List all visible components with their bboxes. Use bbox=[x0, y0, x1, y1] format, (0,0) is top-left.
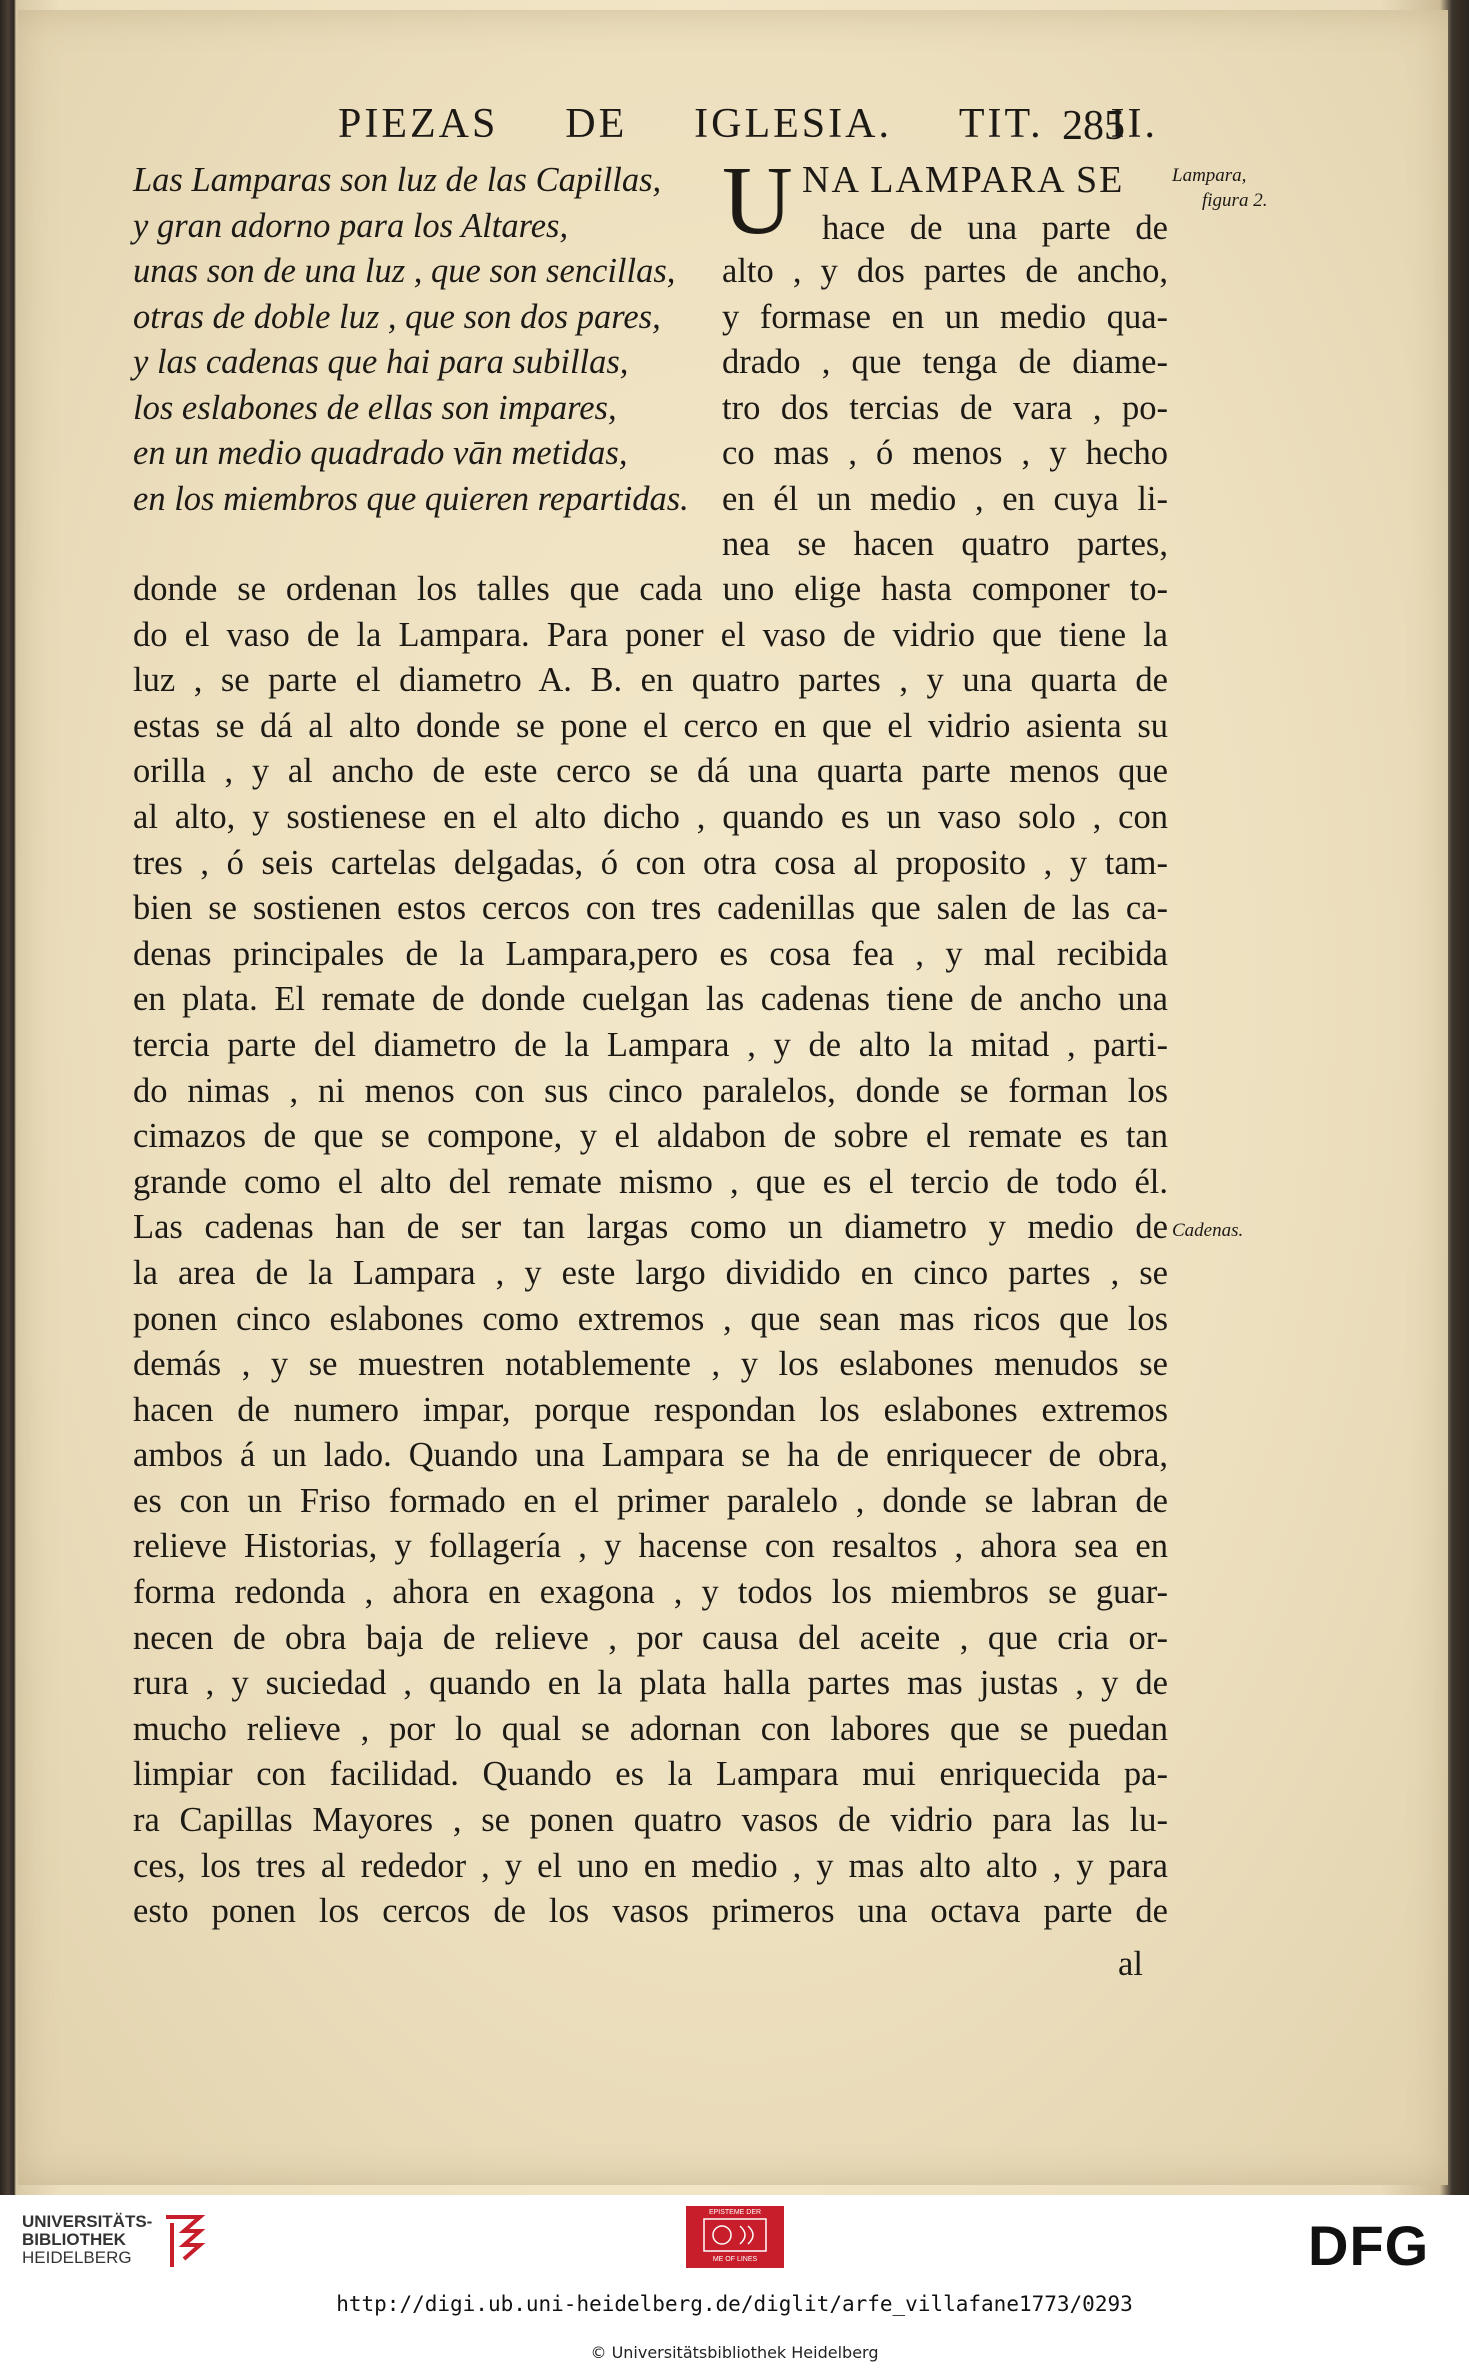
verse-line: los eslabones de ellas son impares, bbox=[133, 388, 617, 427]
body-line: es con un Friso formado en el primer paralelo , donde se labran de bbox=[133, 1481, 1168, 1520]
library-name-line: BIBLIOTHEK bbox=[22, 2230, 126, 2249]
body-line: ponen cinco eslabones como extremos , que sean mas ricos que los bbox=[133, 1299, 1168, 1338]
column-line: nea se hacen quatro partes, bbox=[722, 525, 1168, 563]
body-line: denas principales de la Lampara,pero es cosa fea , y mal recibida bbox=[133, 934, 1168, 973]
project-logo[interactable] bbox=[686, 2206, 784, 2268]
body-text bbox=[133, 567, 1168, 1935]
margin-note-lampara: Lampara, bbox=[1172, 165, 1247, 186]
body-line: ces, los tres al rededor , y el uno en medio , y mas alto alto , y para bbox=[133, 1846, 1168, 1885]
column-line: en él un medio , en cuya li- bbox=[722, 479, 1168, 518]
verse-line: y gran adorno para los Altares, bbox=[133, 206, 569, 245]
body-line: tercia parte del diametro de la Lampara , y de alto la mitad , parti- bbox=[133, 1025, 1168, 1064]
body-line: cimazos de que se compone, y el aldabon de sobre el remate es tan bbox=[133, 1117, 1168, 1156]
column-line: alto , y dos partes de ancho, bbox=[722, 252, 1168, 290]
body-line: hacen de numero impar, porque respondan los eslabones extremos bbox=[133, 1390, 1168, 1429]
margin-note-figura: figura 2. bbox=[1202, 190, 1268, 211]
project-emblem-icon bbox=[700, 2216, 770, 2254]
body-line: do nimas , ni menos con sus cinco paralelos, donde se forman los bbox=[133, 1071, 1168, 1110]
body-line: Las cadenas han de ser tan largas como un diametro y medio de bbox=[133, 1208, 1168, 1247]
body-line: forma redonda , ahora en exagona , y todos los miembros se guar- bbox=[133, 1573, 1168, 1612]
dropcap: U bbox=[722, 147, 793, 255]
body-line: esto ponen los cercos de los vasos primeros una octava parte de bbox=[133, 1892, 1168, 1931]
copyright-notice: © Universitätsbibliothek Heidelberg bbox=[590, 2343, 879, 2362]
library-logo[interactable] bbox=[22, 2213, 206, 2271]
column-line: co mas , ó menos , y hecho bbox=[722, 434, 1168, 472]
column-line: y formase en un medio qua- bbox=[722, 297, 1168, 336]
page-number: 285 bbox=[1062, 103, 1125, 149]
body-line: ra Capillas Mayores , se ponen quatro vasos de vidrio para las lu- bbox=[133, 1801, 1168, 1840]
body-line: tres , ó seis cartelas delgadas, ó con otra cosa al proposito , y tam- bbox=[133, 843, 1168, 882]
verse-block bbox=[133, 158, 718, 522]
verse-line: y las cadenas que hai para subillas, bbox=[133, 343, 629, 381]
library-name-line: HEIDELBERG bbox=[22, 2248, 132, 2267]
verse-line: otras de doble luz , que son dos pares, bbox=[133, 297, 661, 336]
column-line: drado , que tenga de diame- bbox=[722, 343, 1168, 381]
body-line: donde se ordenan los talles que cada uno elige hasta componer to- bbox=[133, 570, 1168, 608]
second-line: hace de una parte de bbox=[822, 209, 1168, 247]
body-line: limpiar con facilidad. Quando es la Lampara mui enriquecida pa- bbox=[133, 1755, 1168, 1794]
body-line: do el vaso de la Lampara. Para poner el vaso de vidrio que tiene la bbox=[133, 615, 1168, 654]
header-word: II. bbox=[1110, 101, 1158, 147]
column-line: tro dos tercias de vara , po- bbox=[722, 388, 1168, 427]
header-word: DE bbox=[565, 101, 628, 147]
header-word: TIT. bbox=[958, 101, 1044, 147]
header-word: IGLESIA. bbox=[694, 101, 892, 147]
right-column bbox=[722, 249, 1168, 568]
verse-line: unas son de una luz , que son sencillas, bbox=[133, 252, 676, 290]
body-line: relieve Historias, y follagería , y hacense con resaltos , ahora sea en bbox=[133, 1527, 1168, 1566]
body-line: grande como el alto del remate mismo , que es el tercio de todo él. bbox=[133, 1162, 1168, 1201]
body-line: luz , se parte el diametro A. B. en quatro partes , y una quarta de bbox=[133, 661, 1168, 700]
library-logo-text bbox=[22, 2213, 152, 2267]
verse-line: Las Lamparas son luz de las Capillas, bbox=[133, 161, 662, 199]
project-logo-bottom: ME OF LINES bbox=[712, 2256, 758, 2263]
verse-line: en un medio quadrado vān metidas, bbox=[133, 434, 628, 472]
library-name-line: UNIVERSITÄTS- bbox=[22, 2212, 153, 2231]
body-line: bien se sostienen estos cercos con tres cadenillas que salen de las ca- bbox=[133, 889, 1168, 928]
dfg-logo[interactable]: DFG bbox=[1308, 2214, 1430, 2277]
body-line: la area de la Lampara , y este largo dividido en cinco partes , se bbox=[133, 1253, 1168, 1292]
body-line: estas se dá al alto donde se pone el cerco en que el vidrio asienta su bbox=[133, 706, 1168, 745]
body-line: demás , y se muestren notablemente , y los eslabones menudos se bbox=[133, 1345, 1168, 1384]
verse-line: en los miembros que quieren repartidas. bbox=[133, 479, 689, 518]
library-emblem-icon bbox=[160, 2213, 206, 2271]
opening-line: NA LAMPARA SE bbox=[802, 159, 1125, 201]
body-line: rura , y suciedad , quando en la plata halla partes mas justas , y de bbox=[133, 1664, 1168, 1703]
permalink-url[interactable]: http://digi.ub.uni-heidelberg.de/diglit/arfe_villafane1773/0293 bbox=[336, 2292, 1133, 2316]
body-line: al alto, y sostienese en el alto dicho , quando es un vaso solo , con bbox=[133, 797, 1168, 836]
project-logo-top: EPISTEME DER bbox=[708, 2209, 762, 2216]
running-header bbox=[338, 100, 1158, 148]
body-line: mucho relieve , por lo qual se adornan con labores que se puedan bbox=[133, 1709, 1168, 1748]
catchword: al bbox=[1118, 1945, 1143, 1983]
body-line: ambos á un lado. Quando una Lampara se ha de enriquecer de obra, bbox=[133, 1436, 1168, 1475]
body-line: orilla , y al ancho de este cerco se dá una quarta parte menos que bbox=[133, 752, 1168, 791]
header-word: PIEZAS bbox=[338, 101, 499, 147]
margin-note-cadenas: Cadenas. bbox=[1172, 1220, 1244, 1241]
body-line: en plata. El remate de donde cuelgan las cadenas tiene de ancho una bbox=[133, 980, 1168, 1019]
body-line: necen de obra baja de relieve , por causa del aceite , que cria or- bbox=[133, 1618, 1168, 1657]
